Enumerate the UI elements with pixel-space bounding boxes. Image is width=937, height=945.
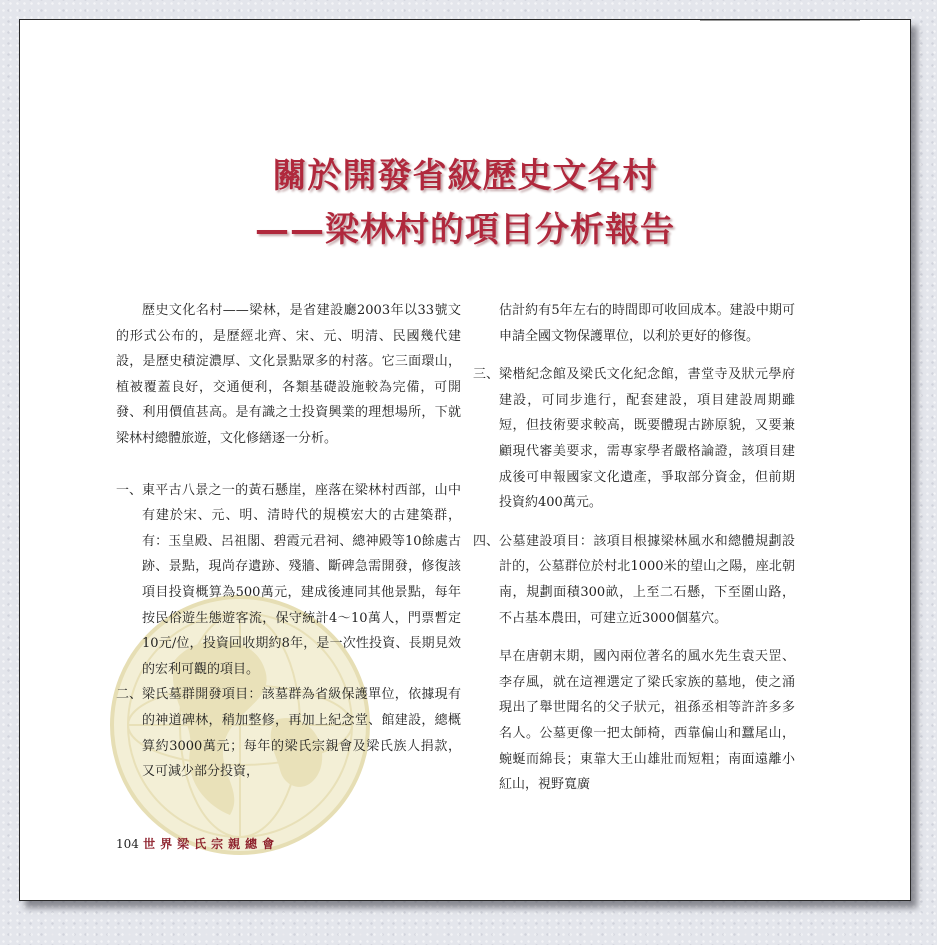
list-item bbox=[116, 682, 461, 784]
right-column bbox=[473, 298, 795, 798]
title-line-1: 關於開發省級歷史文名村 bbox=[272, 156, 658, 196]
top-rule bbox=[700, 20, 860, 21]
item-text: 梁楷紀念館及梁氏文化紀念館，書堂寺及狀元學府建設，可同步進行，配套建設，項目建設周期雖短，但技術要求較高，既要體現古跡原貌，又要兼顧現代審美要求，需專家學者嚴格論證，該項目建成後可申報國家文化遺產，爭取部分資金，但前期投資約400萬元。 bbox=[499, 367, 795, 511]
list-item bbox=[473, 362, 795, 516]
item-number: 四、 bbox=[473, 533, 500, 549]
paragraph: 早在唐朝末期，國內兩位著名的風水先生袁天罡、李存風，就在這裡選定了梁氏家族的墓地，使之涌現出了舉世聞名的父子狀元，祖孫丞相等許許多多名人。公墓更像一把太師椅，西靠偏山和蠶尾山，蜿蜒而綿長；東靠大王山雄壯而短粗；南面遠離小紅山，視野寬廣 bbox=[499, 649, 795, 793]
publication-name: 世界梁氏宗親總會 bbox=[143, 837, 280, 851]
continued-text: 估計約有5年左右的時間即可收回成本。建設中期可申請全國文物保護單位，以利於更好的修復。 bbox=[499, 303, 795, 344]
item-number: 三、 bbox=[473, 367, 500, 383]
left-column bbox=[116, 298, 461, 785]
item-text: 梁氏墓群開發項目：該墓群為省級保護單位，依據現有的神道碑林，稍加整修，再加上紀念堂、館建設，總概算約3000萬元；每年的梁氏宗親會及梁氏族人捐款，又可減少部分投資， bbox=[142, 687, 461, 780]
item-text: 東平古八景之一的黃石懸崖，座落在梁林村西部，山中有建於宋、元、明、清時代的規模宏大的古建築群，有：玉皇殿、呂祖閣、碧霞元君祠、總神殿等10餘處古跡、景點，現尚存遺跡、殘牆、斷碑急需開發，修復該項目投資概算為500萬元，建成後連同其他景點，每年按民俗遊生態遊客流，保守統計4～10萬人，門票暫定10元/位，投資回收期約8年，是一次性投資、長期見效的宏利可觀的項目。 bbox=[142, 482, 461, 677]
list-item bbox=[473, 529, 795, 631]
list-item bbox=[116, 478, 461, 683]
item-text: 公墓建設項目：該項目根據梁林風水和總體規劃設計的，公墓群位於村北1000米的望山之陽，座北朝南，規劃面積300畝，上至二石懸，下至圍山路，不占基本農田，可建立近3000個墓穴。 bbox=[499, 533, 795, 626]
page-number: 104 bbox=[116, 837, 139, 851]
document-page bbox=[19, 19, 911, 901]
item-number: 二、 bbox=[116, 687, 143, 703]
item-number: 一、 bbox=[116, 482, 143, 498]
intro-paragraph: 歷史文化名村——梁林，是省建設廳2003年以33號文的形式公布的，是歷經北齊、宋、元、明清、民國幾代建設，是歷史積淀濃厚、文化景點眾多的村落。它三面環山，植被覆蓋良好，交通便利，各類基礎設施較為完備，可開發、利用價值甚高。是有識之士投資興業的理想場所，下就梁林村總體旅遊，文化修繕逐一分析。 bbox=[116, 303, 461, 446]
page-footer bbox=[116, 835, 279, 852]
title-line-2: ——梁林村的項目分析報告 bbox=[255, 210, 675, 250]
